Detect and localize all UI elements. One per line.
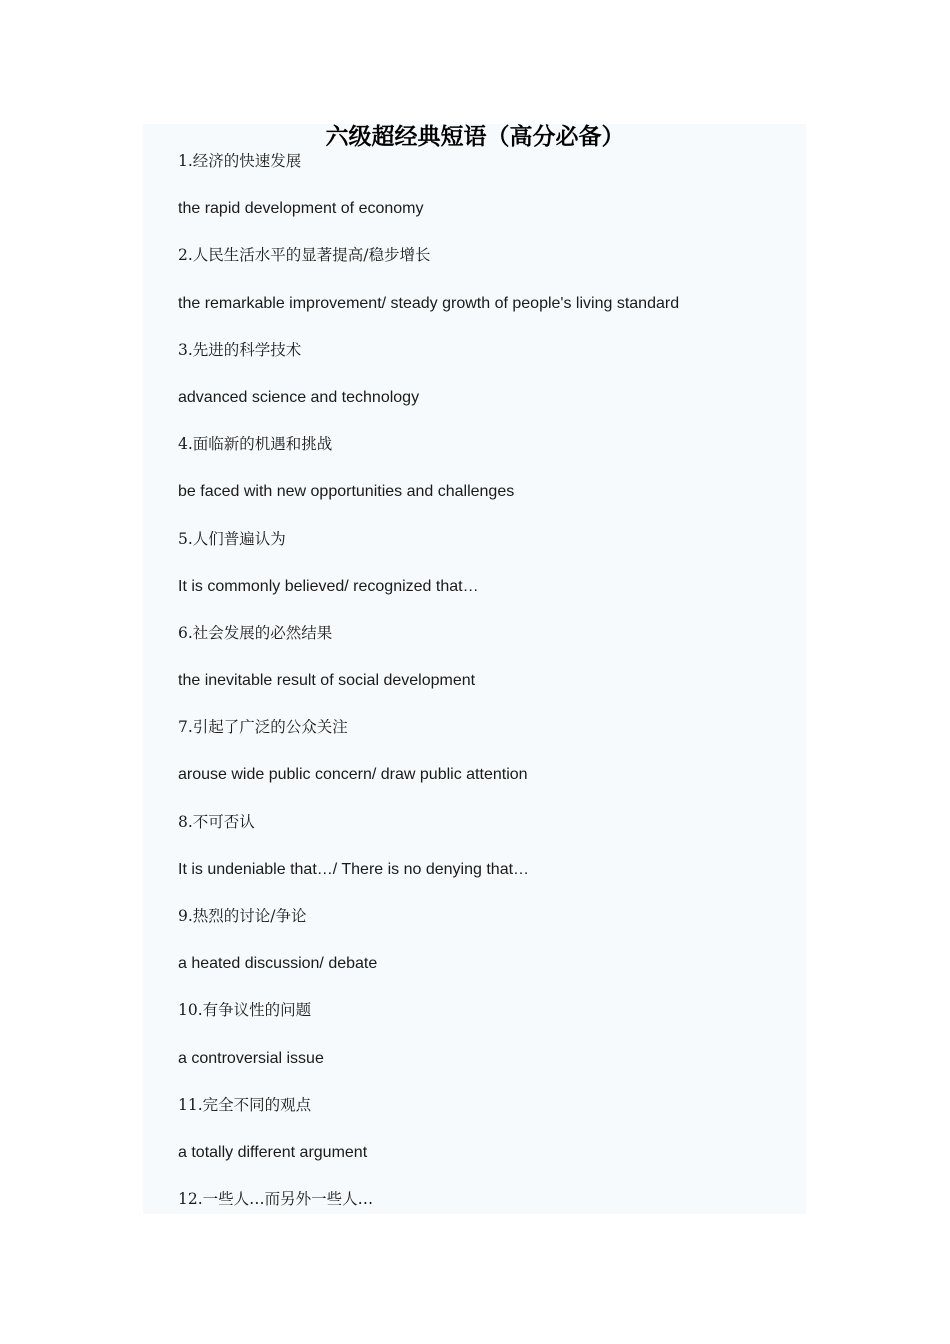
phrase-english-line: It is commonly believed/ recognized that… xyxy=(178,577,479,595)
phrase-chinese-line: 3.先进的科学技术 xyxy=(178,340,302,359)
phrase-chinese-line: 9.热烈的讨论/争论 xyxy=(178,907,307,925)
phrase-chinese-line: 1.经济的快速发展 xyxy=(178,152,302,170)
phrase-chinese-line: 10.有争议性的问题 xyxy=(178,1001,312,1020)
phrase-chinese-line: 8.不可否认 xyxy=(178,812,255,831)
phrase-english-line: a controversial issue xyxy=(178,1049,324,1067)
phrase-list xyxy=(178,150,798,1235)
document-title: 六级超经典短语（高分必备） xyxy=(325,123,625,150)
phrase-english-line: a totally different argument xyxy=(178,1143,368,1161)
phrase-chinese-line: 2.人民生活水平的显著提高/稳步增长 xyxy=(178,246,431,265)
phrase-chinese-line: 5.人们普遍认为 xyxy=(178,529,286,548)
phrase-chinese-line: 7.引起了广泛的公众关注 xyxy=(178,718,348,737)
phrase-chinese-line: 12.一些人…而另外一些人… xyxy=(178,1190,374,1209)
phrase-english-line: arouse wide public concern/ draw public attention xyxy=(178,766,528,784)
phrase-chinese-line: 6.社会发展的必然结果 xyxy=(178,623,333,642)
phrase-english-line: the inevitable result of social development xyxy=(178,672,476,690)
phrase-english-line: the remarkable improvement/ steady growth of people's living standard xyxy=(178,294,680,312)
phrase-english-line: It is undeniable that…/ There is no denying that… xyxy=(178,860,530,878)
phrase-chinese-line: 11.完全不同的观点 xyxy=(178,1095,312,1114)
phrase-chinese-line: 4.面临新的机遇和挑战 xyxy=(178,435,333,454)
phrase-english-line: the rapid development of economy xyxy=(178,200,424,218)
phrase-english-line: be faced with new opportunities and challenges xyxy=(178,483,515,501)
phrase-english-line: advanced science and technology xyxy=(178,388,420,406)
phrase-english-line: a heated discussion/ debate xyxy=(178,955,378,973)
